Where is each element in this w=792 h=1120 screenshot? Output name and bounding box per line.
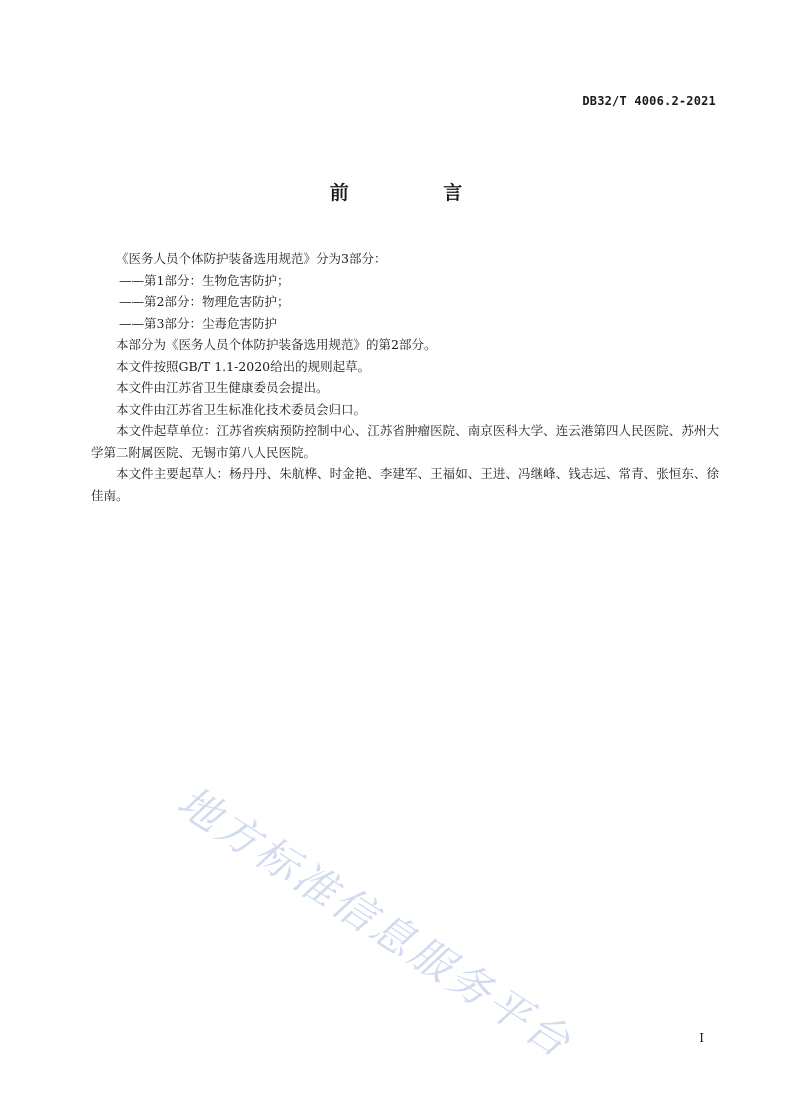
paragraph-parts-intro: 《医务人员个体防护装备选用规范》分为3部分：: [116, 251, 387, 266]
page-number: I: [699, 1031, 704, 1045]
paragraph-drafting-rules: 本文件按照GB/T 1.1-2020给出的规则起草。: [116, 358, 371, 374]
list-item-part-3: ——第3部分：尘毒危害防护: [119, 315, 277, 331]
watermark: 地方标准信息服务平台: [168, 776, 582, 1069]
foreword-body: [91, 248, 719, 506]
list-item-part-2: ——第2部分：物理危害防护；: [119, 294, 290, 309]
paragraph-drafters: 本文件主要起草人：杨丹丹、朱航桦、时金艳、李建军、王福如、王进、冯继峰、钱志远、常青、张恒东、徐佳南。: [91, 466, 719, 503]
paragraph-this-part: 本部分为《医务人员个体防护装备选用规范》的第2部分。: [116, 337, 437, 352]
page-title: 前 言: [329, 182, 507, 204]
standard-code: DB32/T 4006.2-2021: [582, 94, 716, 108]
list-item-part-1: ——第1部分：生物危害防护；: [119, 272, 290, 288]
paragraph-proposed-by: 本文件由江苏省卫生健康委员会提出。: [116, 380, 329, 395]
paragraph-centralized-by: 本文件由江苏省卫生标准化技术委员会归口。: [116, 401, 367, 417]
paragraph-drafting-units: 本文件起草单位：江苏省疾病预防控制中心、江苏省肿瘤医院、南京医科大学、连云港第四人民医院、苏州大学第二附属医院、无锡市第八人民医院。: [91, 423, 719, 460]
